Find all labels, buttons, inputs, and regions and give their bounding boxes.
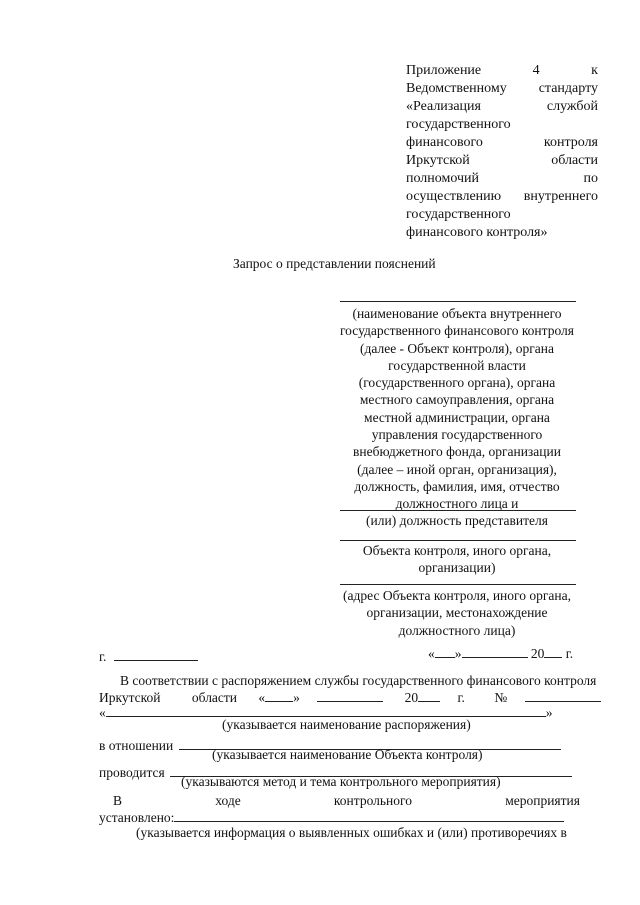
close-quote: » [545, 705, 553, 720]
caption-line: местного самоуправления, органа [359, 392, 555, 408]
appendix-word: Ведомственному [406, 81, 507, 96]
caption-line: должностного лица) [398, 622, 516, 638]
appendix-line-6 [406, 152, 598, 170]
method-hint: (указываются метод и тема контрольного мероприятия) [181, 774, 501, 789]
appendix-line-1 [406, 62, 598, 80]
caption-line: управления государственного [371, 427, 543, 443]
body-word: контрольного [333, 793, 412, 808]
appendix-word: государственного [406, 117, 511, 132]
established-field[interactable] [174, 809, 564, 822]
caption-line: должностного лица и [395, 496, 519, 512]
appendix-line-3 [406, 98, 598, 116]
year-suffix: г. [457, 690, 465, 705]
order-year-field[interactable] [418, 689, 440, 702]
year-suffix: г. [565, 646, 574, 661]
appendix-word: службой [546, 99, 598, 114]
city-field[interactable] [114, 648, 198, 661]
appendix-line-5 [406, 134, 598, 152]
caption-line: (государственного органа), органа [358, 375, 556, 391]
established-hint: (указывается информация о выявленных ошибках и (или) противоречиях в [136, 825, 567, 840]
conducted-label: проводится [99, 765, 165, 780]
caption-line: государственного финансового контроля [339, 323, 574, 339]
order-day-field[interactable] [265, 689, 293, 702]
caption-line: Объекта контроля, иного органа, [362, 543, 552, 558]
caption-line: организации, местонахождение [366, 605, 548, 621]
appendix-word: Приложение [406, 63, 482, 78]
city-prefix: г. [99, 649, 107, 664]
appendix-line-10 [406, 224, 598, 242]
body-word: мероприятия [505, 793, 580, 808]
caption-line: (далее – иной орган, организация), [357, 461, 557, 477]
appendix-word: по [583, 171, 598, 186]
addressee-caption-4 [338, 587, 576, 639]
established-label: установлено: [99, 810, 175, 825]
appendix-word: государственного [406, 207, 511, 222]
date-line [428, 645, 573, 662]
order-number-field[interactable] [525, 689, 601, 702]
city-line [99, 648, 198, 665]
number-sign: № [494, 690, 508, 705]
year-field[interactable] [544, 645, 562, 658]
body-word: области [191, 690, 238, 705]
close-quote: » [454, 646, 462, 661]
caption-line: (далее - Объект контроля), органа [359, 340, 555, 356]
document-title: Запрос о представлении пояснений [233, 256, 436, 271]
appendix-line-9 [406, 206, 598, 224]
caption-line: местной администрации, органа [364, 409, 550, 425]
appendix-word: Иркутской [406, 153, 470, 168]
day-field[interactable] [435, 645, 455, 658]
appendix-word: к [591, 63, 598, 78]
appendix-word: полномочий [406, 171, 480, 186]
appendix-word: финансового контроля» [406, 225, 548, 240]
appendix-line-8 [406, 188, 598, 206]
open-quote: « [258, 690, 266, 705]
appendix-word: области [551, 153, 598, 168]
addressee-caption-2: (или) должность представителя [366, 513, 548, 528]
body-word: В [113, 793, 123, 808]
addressee-caption-3 [338, 542, 576, 577]
caption-line: организации) [418, 560, 496, 576]
body-word: Иркутской [99, 690, 161, 705]
appendix-word: «Реализация [406, 99, 481, 114]
appendix-word: внутреннего [523, 189, 598, 204]
appendix-line-2 [406, 80, 598, 98]
appendix-word: финансового [406, 135, 483, 150]
year-prefix: 20 [530, 646, 545, 661]
open-quote: « [99, 705, 106, 720]
order-name-hint: (указывается наименование распоряжения) [222, 717, 471, 732]
body-word: ходе [215, 793, 241, 808]
caption-line: внебюджетного фонда, организации [353, 444, 561, 460]
in-relation-label: в отношении [99, 738, 174, 753]
close-quote: » [293, 690, 300, 705]
during-line [113, 792, 580, 809]
month-field[interactable] [462, 645, 528, 658]
caption-line: должность, фамилия, имя, отчество [354, 478, 560, 494]
caption-line: (наименование объекта внутреннего [352, 306, 562, 321]
addressee-field-1[interactable] [340, 301, 576, 302]
object-hint: (указывается наименование Объекта контроля) [212, 747, 483, 762]
order-month-field[interactable] [317, 689, 383, 702]
year-prefix: 20 [404, 690, 419, 705]
appendix-line-4 [406, 116, 598, 134]
appendix-word: осуществлению [406, 189, 502, 204]
caption-line: государственной власти [388, 357, 526, 373]
appendix-line-7 [406, 170, 598, 188]
addressee-field-3[interactable] [340, 540, 576, 541]
addressee-caption-1 [338, 305, 576, 513]
caption-line: (адрес Объекта контроля, иного органа, [343, 588, 571, 603]
appendix-word: стандарту [538, 81, 598, 96]
addressee-field-4[interactable] [340, 584, 576, 585]
open-quote: « [428, 646, 435, 661]
appendix-word: контроля [543, 135, 598, 150]
appendix-number: 4 [532, 63, 540, 78]
addressee-field-2[interactable] [340, 510, 576, 511]
body-line-1: В соответствии с распоряжением службы государственного финансового контроля [120, 673, 597, 688]
